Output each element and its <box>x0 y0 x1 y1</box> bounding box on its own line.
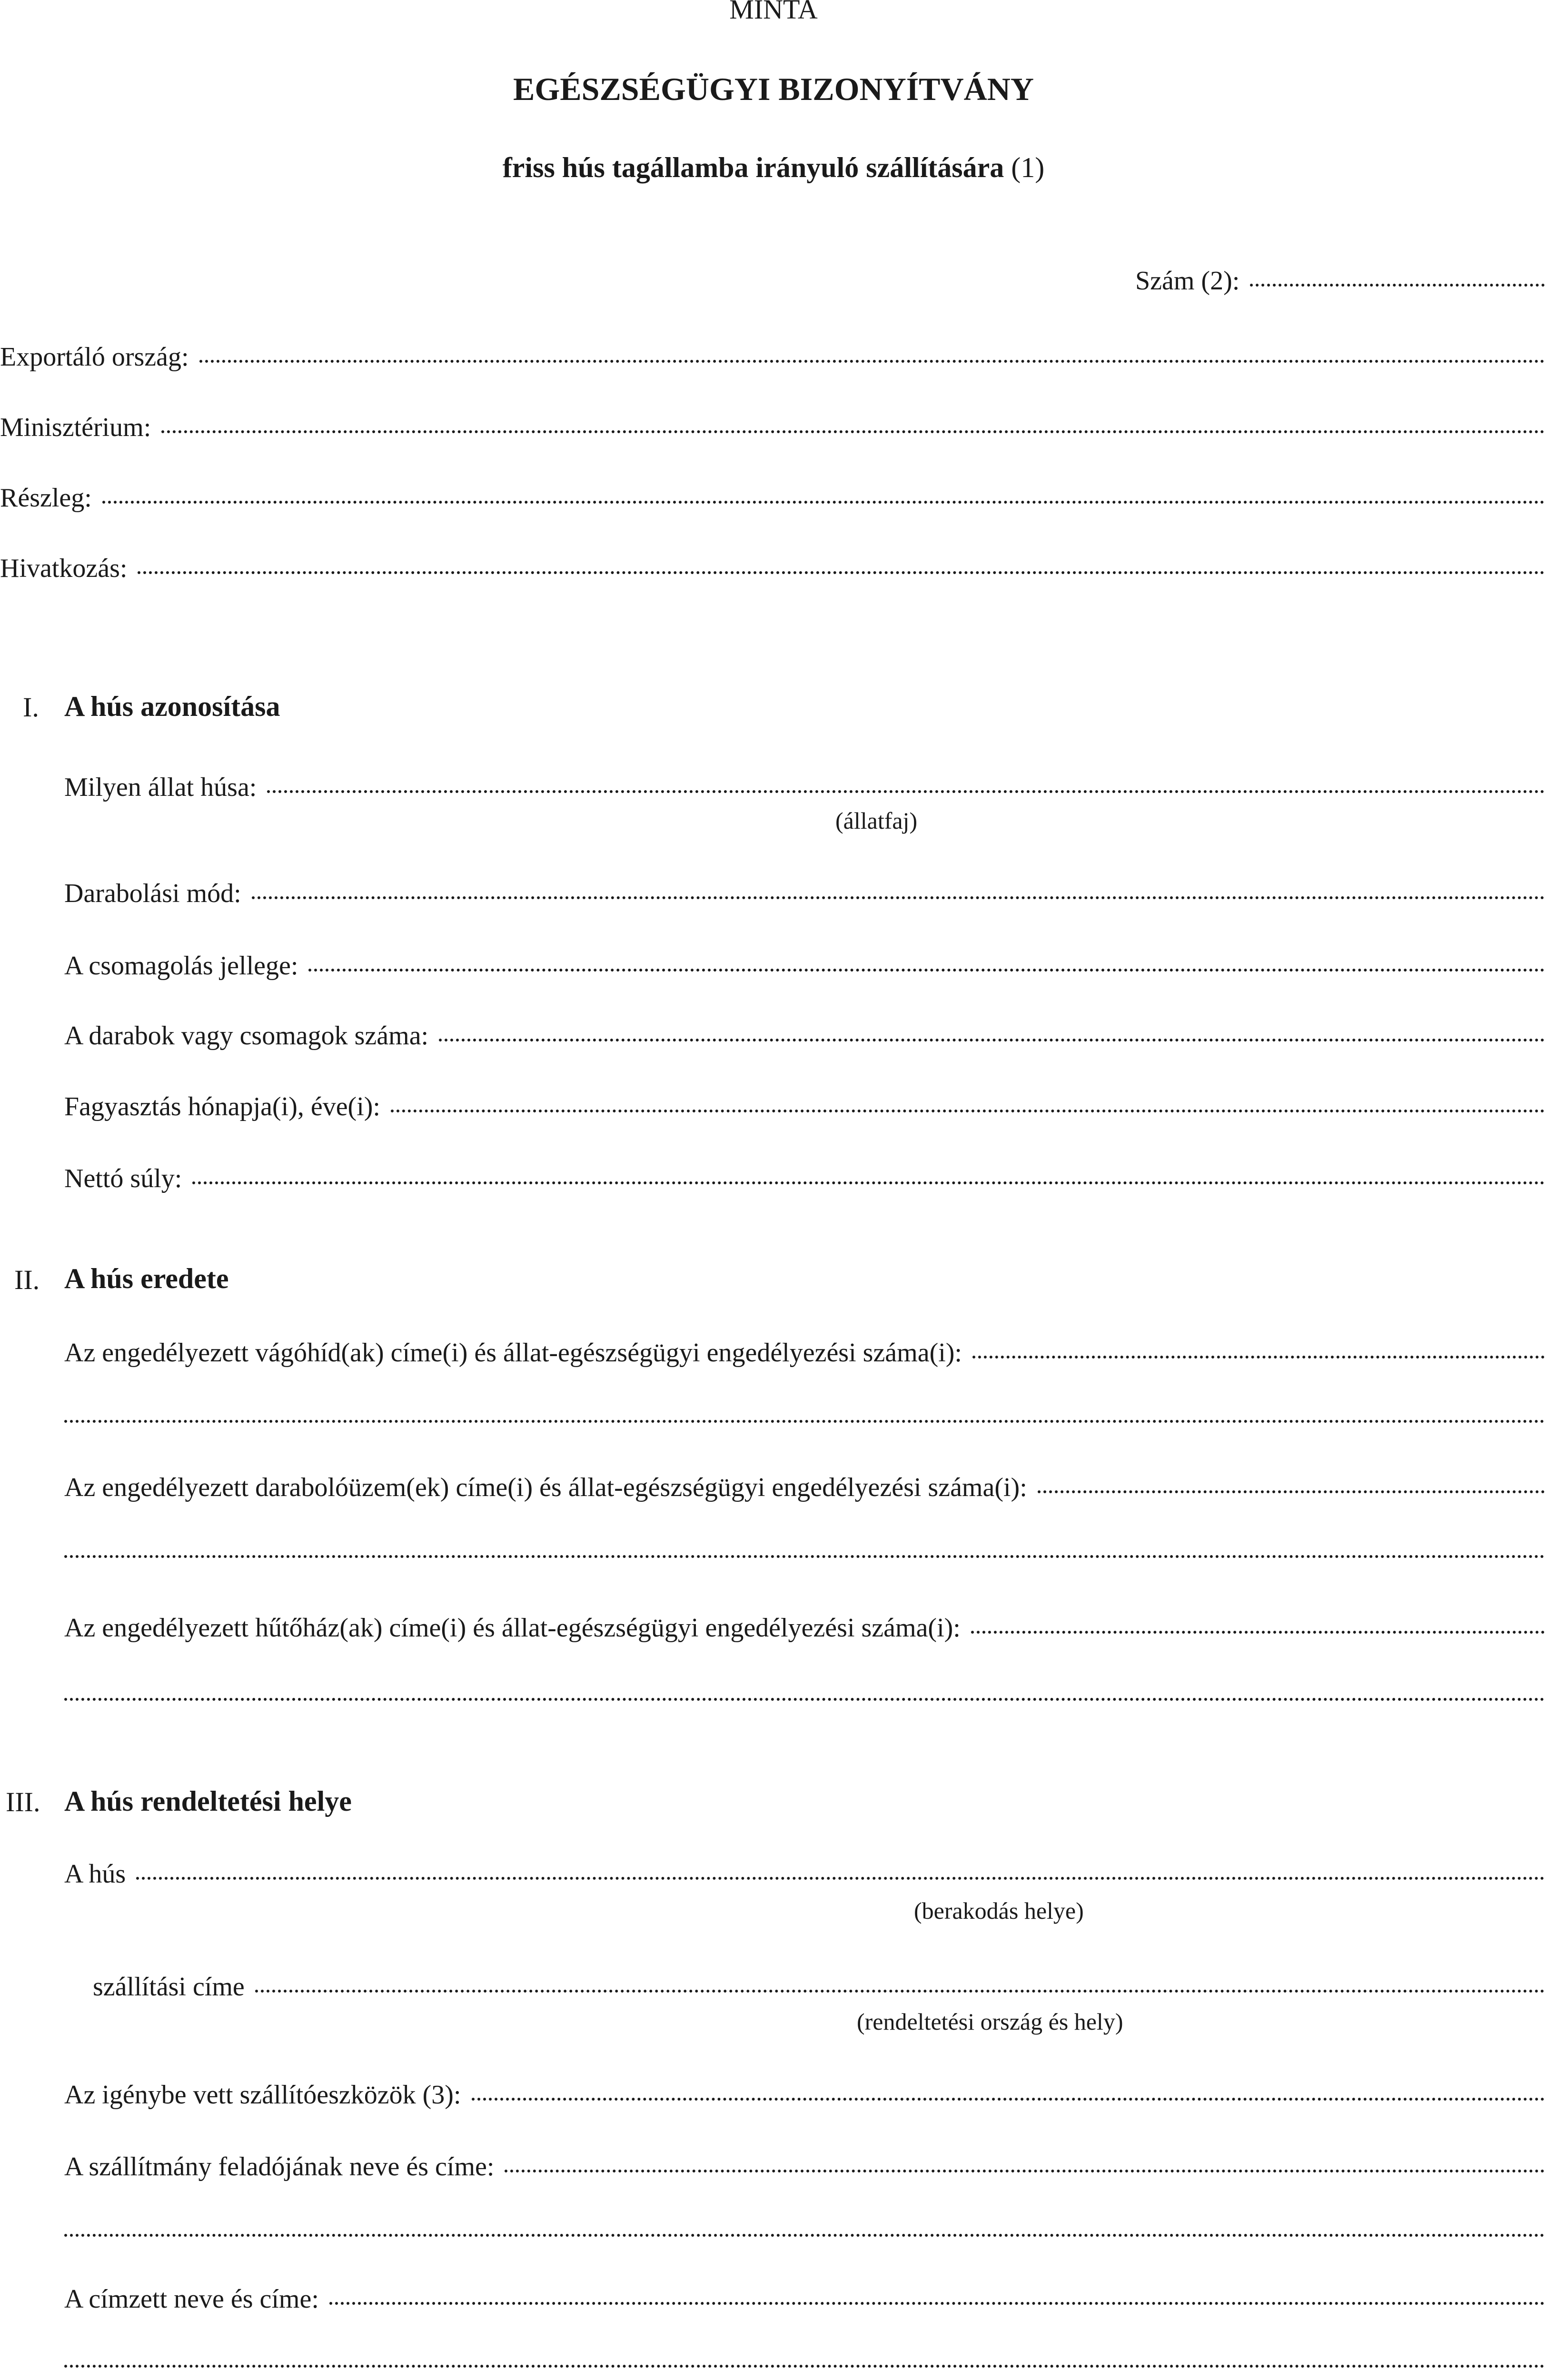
recipient-label: A címzett neve és címe: <box>64 2284 319 2314</box>
section-1-number: I. <box>23 692 39 723</box>
section-3-title: A hús rendeltetési helye <box>64 1785 352 1817</box>
document-title: EGÉSZSÉGÜGYI BIZONYÍTVÁNY <box>513 71 1034 107</box>
net-weight-label: Nettó súly: <box>64 1164 182 1193</box>
sender-field[interactable] <box>64 2152 1545 2182</box>
document-subtitle <box>0 151 1547 184</box>
packaging-label: A csomagolás jellege: <box>64 951 298 981</box>
slaughterhouse-continuation-line[interactable] <box>64 1420 1545 1423</box>
freezing-date-label: Fagyasztás hónapja(i), éve(i): <box>64 1092 380 1121</box>
meat-loading-label: A hús <box>64 1859 126 1889</box>
reference-field[interactable] <box>0 553 1545 584</box>
dotted-line <box>192 1181 1545 1184</box>
meat-loading-field[interactable] <box>64 1859 1545 1889</box>
cutting-plant-label: Az engedélyezett darabolóüzem(ek) címe(i) és állat-egészségügyi engedélyezési száma(i): <box>64 1473 1027 1502</box>
dotted-line <box>439 1039 1545 1041</box>
section-2-title: A hús eredete <box>64 1263 229 1294</box>
dotted-line <box>138 571 1545 574</box>
szam-field[interactable] <box>1135 266 1545 296</box>
net-weight-field[interactable] <box>64 1163 1545 1194</box>
ministry-label: Minisztérium: <box>0 413 151 442</box>
cutting-plant-field[interactable] <box>64 1472 1545 1503</box>
delivery-address-label: szállítási címe <box>93 1972 245 2002</box>
szam-label: Szám (2): <box>1135 266 1240 296</box>
dotted-line <box>267 790 1545 793</box>
dotted-line <box>472 2098 1545 2101</box>
exporting-country-label: Exportáló ország: <box>0 342 189 372</box>
dotted-line <box>329 2302 1545 2305</box>
transport-means-field[interactable] <box>64 2080 1545 2110</box>
delivery-address-field[interactable] <box>93 1972 1545 2002</box>
dotted-line <box>971 1631 1545 1634</box>
section-1-title: A hús azonosítása <box>64 691 280 722</box>
dotted-line <box>505 2170 1545 2172</box>
piece-count-label: A darabok vagy csomagok száma: <box>64 1021 429 1051</box>
dotted-line <box>972 1356 1545 1359</box>
dotted-line <box>136 1877 1545 1880</box>
section-3-number: III. <box>6 1786 40 1817</box>
animal-species-field[interactable] <box>64 772 1545 803</box>
meat-loading-hint: (berakodás helye) <box>914 1897 1084 1924</box>
cut-type-field[interactable] <box>64 878 1545 909</box>
dotted-line <box>252 896 1545 899</box>
sender-continuation-line[interactable] <box>64 2234 1545 2237</box>
section-2-number: II. <box>14 1264 40 1295</box>
cold-store-field[interactable] <box>64 1613 1545 1643</box>
slaughterhouse-field[interactable] <box>64 1338 1545 1368</box>
minta-label: MINTA <box>729 0 818 25</box>
subtitle-text: friss hús tagállamba irányuló szállítására <box>502 152 1004 183</box>
cold-store-label: Az engedélyezett hűtőház(ak) címe(i) és állat-egészségügyi engedélyezési száma(i): <box>64 1613 961 1643</box>
animal-species-hint: (állatfaj) <box>835 807 918 834</box>
dotted-line <box>199 360 1545 363</box>
piece-count-field[interactable] <box>64 1021 1545 1051</box>
recipient-continuation-line[interactable] <box>64 2365 1545 2368</box>
dotted-line <box>1038 1490 1545 1493</box>
dotted-line <box>161 430 1545 433</box>
sender-label: A szállítmány feladójának neve és címe: <box>64 2152 495 2182</box>
department-field[interactable] <box>0 483 1545 513</box>
cutting-plant-continuation-line[interactable] <box>64 1555 1545 1558</box>
department-label: Részleg: <box>0 483 92 513</box>
cut-type-label: Darabolási mód: <box>64 879 241 908</box>
reference-label: Hivatkozás: <box>0 554 128 583</box>
slaughterhouse-label: Az engedélyezett vágóhíd(ak) címe(i) és állat-egészségügyi engedélyezési száma(i): <box>64 1338 962 1368</box>
dotted-line <box>102 501 1545 504</box>
dotted-line <box>391 1110 1545 1112</box>
exporting-country-field[interactable] <box>0 342 1545 372</box>
subtitle-footnote-ref: (1) <box>1011 152 1045 183</box>
dotted-line <box>255 1990 1545 1993</box>
freezing-date-field[interactable] <box>64 1091 1545 1122</box>
delivery-address-hint: (rendeltetési ország és hely) <box>857 2008 1123 2035</box>
recipient-field[interactable] <box>64 2284 1545 2314</box>
transport-means-label: Az igénybe vett szállítóeszközök (3): <box>64 2080 461 2110</box>
ministry-field[interactable] <box>0 412 1545 443</box>
szam-dotted-line <box>1250 284 1545 287</box>
packaging-field[interactable] <box>64 951 1545 981</box>
animal-species-label: Milyen állat húsa: <box>64 773 257 802</box>
cold-store-continuation-line[interactable] <box>64 1698 1545 1701</box>
dotted-line <box>308 969 1545 972</box>
